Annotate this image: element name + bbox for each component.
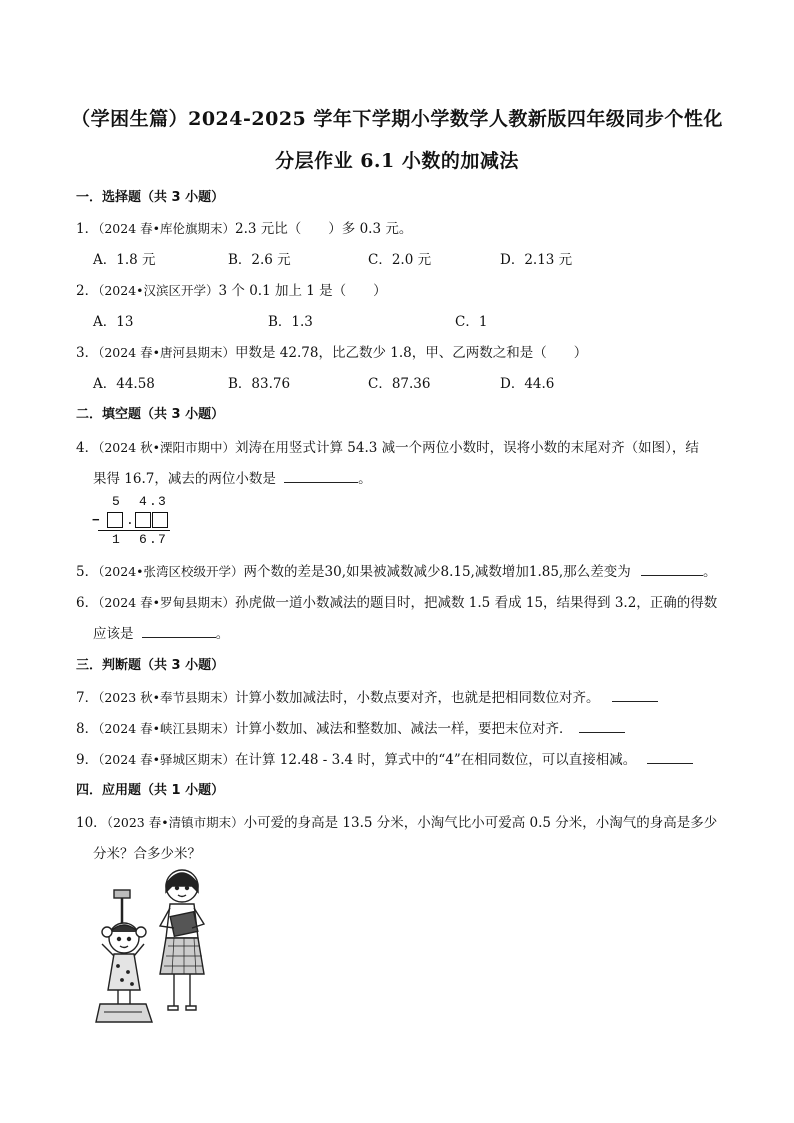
question-text: 刘涛在用竖式计算 54.3 减一个两位小数时，误将小数的末尾对齐（如图），结 — [235, 440, 699, 456]
question-4-continued — [93, 467, 372, 487]
digit: 1 — [112, 532, 120, 547]
section-heading-choice: 一．选择题（共 3 小题） — [76, 190, 225, 205]
decimal-point: . — [149, 494, 157, 509]
clipboard — [170, 912, 198, 937]
question-number: 5． — [76, 564, 99, 580]
page-title-line1: （学困生篇）2024-2025 学年下学期小学数学人教新版四年级同步个性化 — [71, 108, 723, 130]
option-c: C．1 — [455, 314, 488, 330]
question-1 — [76, 217, 412, 237]
question-text: 计算小数加减法时，小数点要对齐，也就是把相同数位对齐。 — [235, 690, 600, 706]
question-3 — [76, 341, 587, 361]
vertical-subtraction-figure — [92, 494, 182, 548]
section-heading-fill: 二．填空题（共 3 小题） — [76, 407, 225, 422]
question-text: 2.3 元比（ ）多 0.3 元。 — [235, 221, 413, 237]
children-height-illustration — [94, 866, 220, 1026]
question-10-continued — [93, 842, 201, 862]
scale-shape — [96, 1004, 152, 1022]
question-10 — [76, 811, 717, 831]
digit-box[interactable] — [107, 512, 123, 528]
section-heading-judge: 三．判断题（共 3 小题） — [76, 658, 225, 673]
option-b: B．1.3 — [268, 314, 313, 330]
answer-blank[interactable] — [612, 689, 658, 702]
question-text: 3 个 0.1 加上 1 是（ ） — [218, 283, 387, 299]
question-4 — [76, 436, 699, 456]
question-text: 果得 16.7，减去的两位小数是 — [93, 471, 276, 487]
answer-blank[interactable] — [142, 625, 216, 638]
question-source: （2024 春•峡江县期末） — [98, 721, 236, 736]
minus-sign: − — [92, 513, 100, 528]
question-source: （2024 春•驿城区期末） — [98, 752, 236, 767]
option-b: B．2.6 元 — [228, 252, 291, 268]
answer-blank[interactable] — [647, 751, 693, 764]
digit: 4 — [139, 494, 147, 509]
answer-blank[interactable] — [579, 720, 625, 733]
question-source: （2024 秋•溧阳市期中） — [98, 440, 236, 455]
question-text: 分米？合多少米？ — [93, 846, 201, 862]
digit: 6 — [139, 532, 147, 547]
result-line — [98, 530, 170, 531]
question-7 — [76, 686, 658, 706]
question-number: 2． — [76, 283, 99, 299]
period: 。 — [703, 564, 717, 580]
question-text: 应该是 — [93, 626, 134, 642]
question-source: （2023 春•清镇市期末） — [106, 815, 244, 830]
question-6-continued — [93, 622, 229, 642]
page-title-line2: 分层作业 6.1 小数的加减法 — [275, 150, 519, 172]
decimal-point: . — [149, 532, 157, 547]
question-number: 4． — [76, 440, 99, 456]
question-source: （2024•汉滨区开学） — [98, 283, 219, 298]
digit: 3 — [158, 494, 166, 509]
question-source: （2024•张湾区校级开学） — [98, 564, 244, 579]
question-number: 10． — [76, 815, 107, 831]
decimal-point: . — [126, 513, 134, 528]
option-a: A．44.58 — [93, 376, 155, 392]
question-number: 1． — [76, 221, 99, 237]
question-text: 甲数是 42.78，比乙数少 1.8，甲、乙两数之和是（ ） — [235, 345, 588, 361]
option-b: B．83.76 — [228, 376, 291, 392]
option-d: D．2.13 元 — [500, 252, 573, 268]
question-5 — [76, 560, 717, 580]
small-girl-dress — [108, 954, 140, 990]
question-text: 计算小数加、减法和整数加、减法一样，要把末位对齐． — [235, 721, 573, 737]
option-d: D．44.6 — [500, 376, 555, 392]
question-2 — [76, 279, 387, 299]
question-9 — [76, 748, 693, 768]
question-source: （2023 秋•奉节县期末） — [98, 690, 236, 705]
digit: 5 — [112, 494, 120, 509]
question-6 — [76, 591, 717, 611]
question-source: （2024 春•库伦旗期末） — [98, 221, 236, 236]
option-c: C．2.0 元 — [368, 252, 432, 268]
question-number: 9． — [76, 752, 99, 768]
question-number: 8． — [76, 721, 99, 737]
question-number: 6． — [76, 595, 99, 611]
period: 。 — [358, 471, 372, 487]
question-text: 孙虎做一道小数减法的题目时，把减数 1.5 看成 15，结果得到 3.2，正确的得数 — [235, 595, 718, 611]
option-c: C．87.36 — [368, 376, 431, 392]
option-a: A．13 — [93, 314, 134, 330]
question-text: 小可爱的身高是 13.5 分米，小淘气比小可爱高 0.5 分米，小淘气的身高是多少 — [243, 815, 718, 831]
digit-box[interactable] — [152, 512, 168, 528]
question-source: （2024 春•罗甸县期末） — [98, 595, 236, 610]
digit-box[interactable] — [135, 512, 151, 528]
question-text: 两个数的差是30,如果被减数减少8.15,减数增加1.85,那么差变为 — [243, 564, 631, 580]
section-heading-application: 四．应用题（共 1 小题） — [76, 783, 225, 798]
question-number: 3． — [76, 345, 99, 361]
digit: 7 — [158, 532, 166, 547]
option-a: A．1.8 元 — [93, 252, 156, 268]
question-number: 7． — [76, 690, 99, 706]
question-source: （2024 春•唐河县期末） — [98, 345, 236, 360]
answer-blank[interactable] — [284, 470, 358, 483]
question-8 — [76, 717, 625, 737]
question-text: 在计算 12.48 - 3.4 时，算式中的“4”在相同数位，可以直接相减。 — [235, 752, 637, 768]
period: 。 — [215, 626, 230, 642]
answer-blank[interactable] — [641, 563, 703, 576]
